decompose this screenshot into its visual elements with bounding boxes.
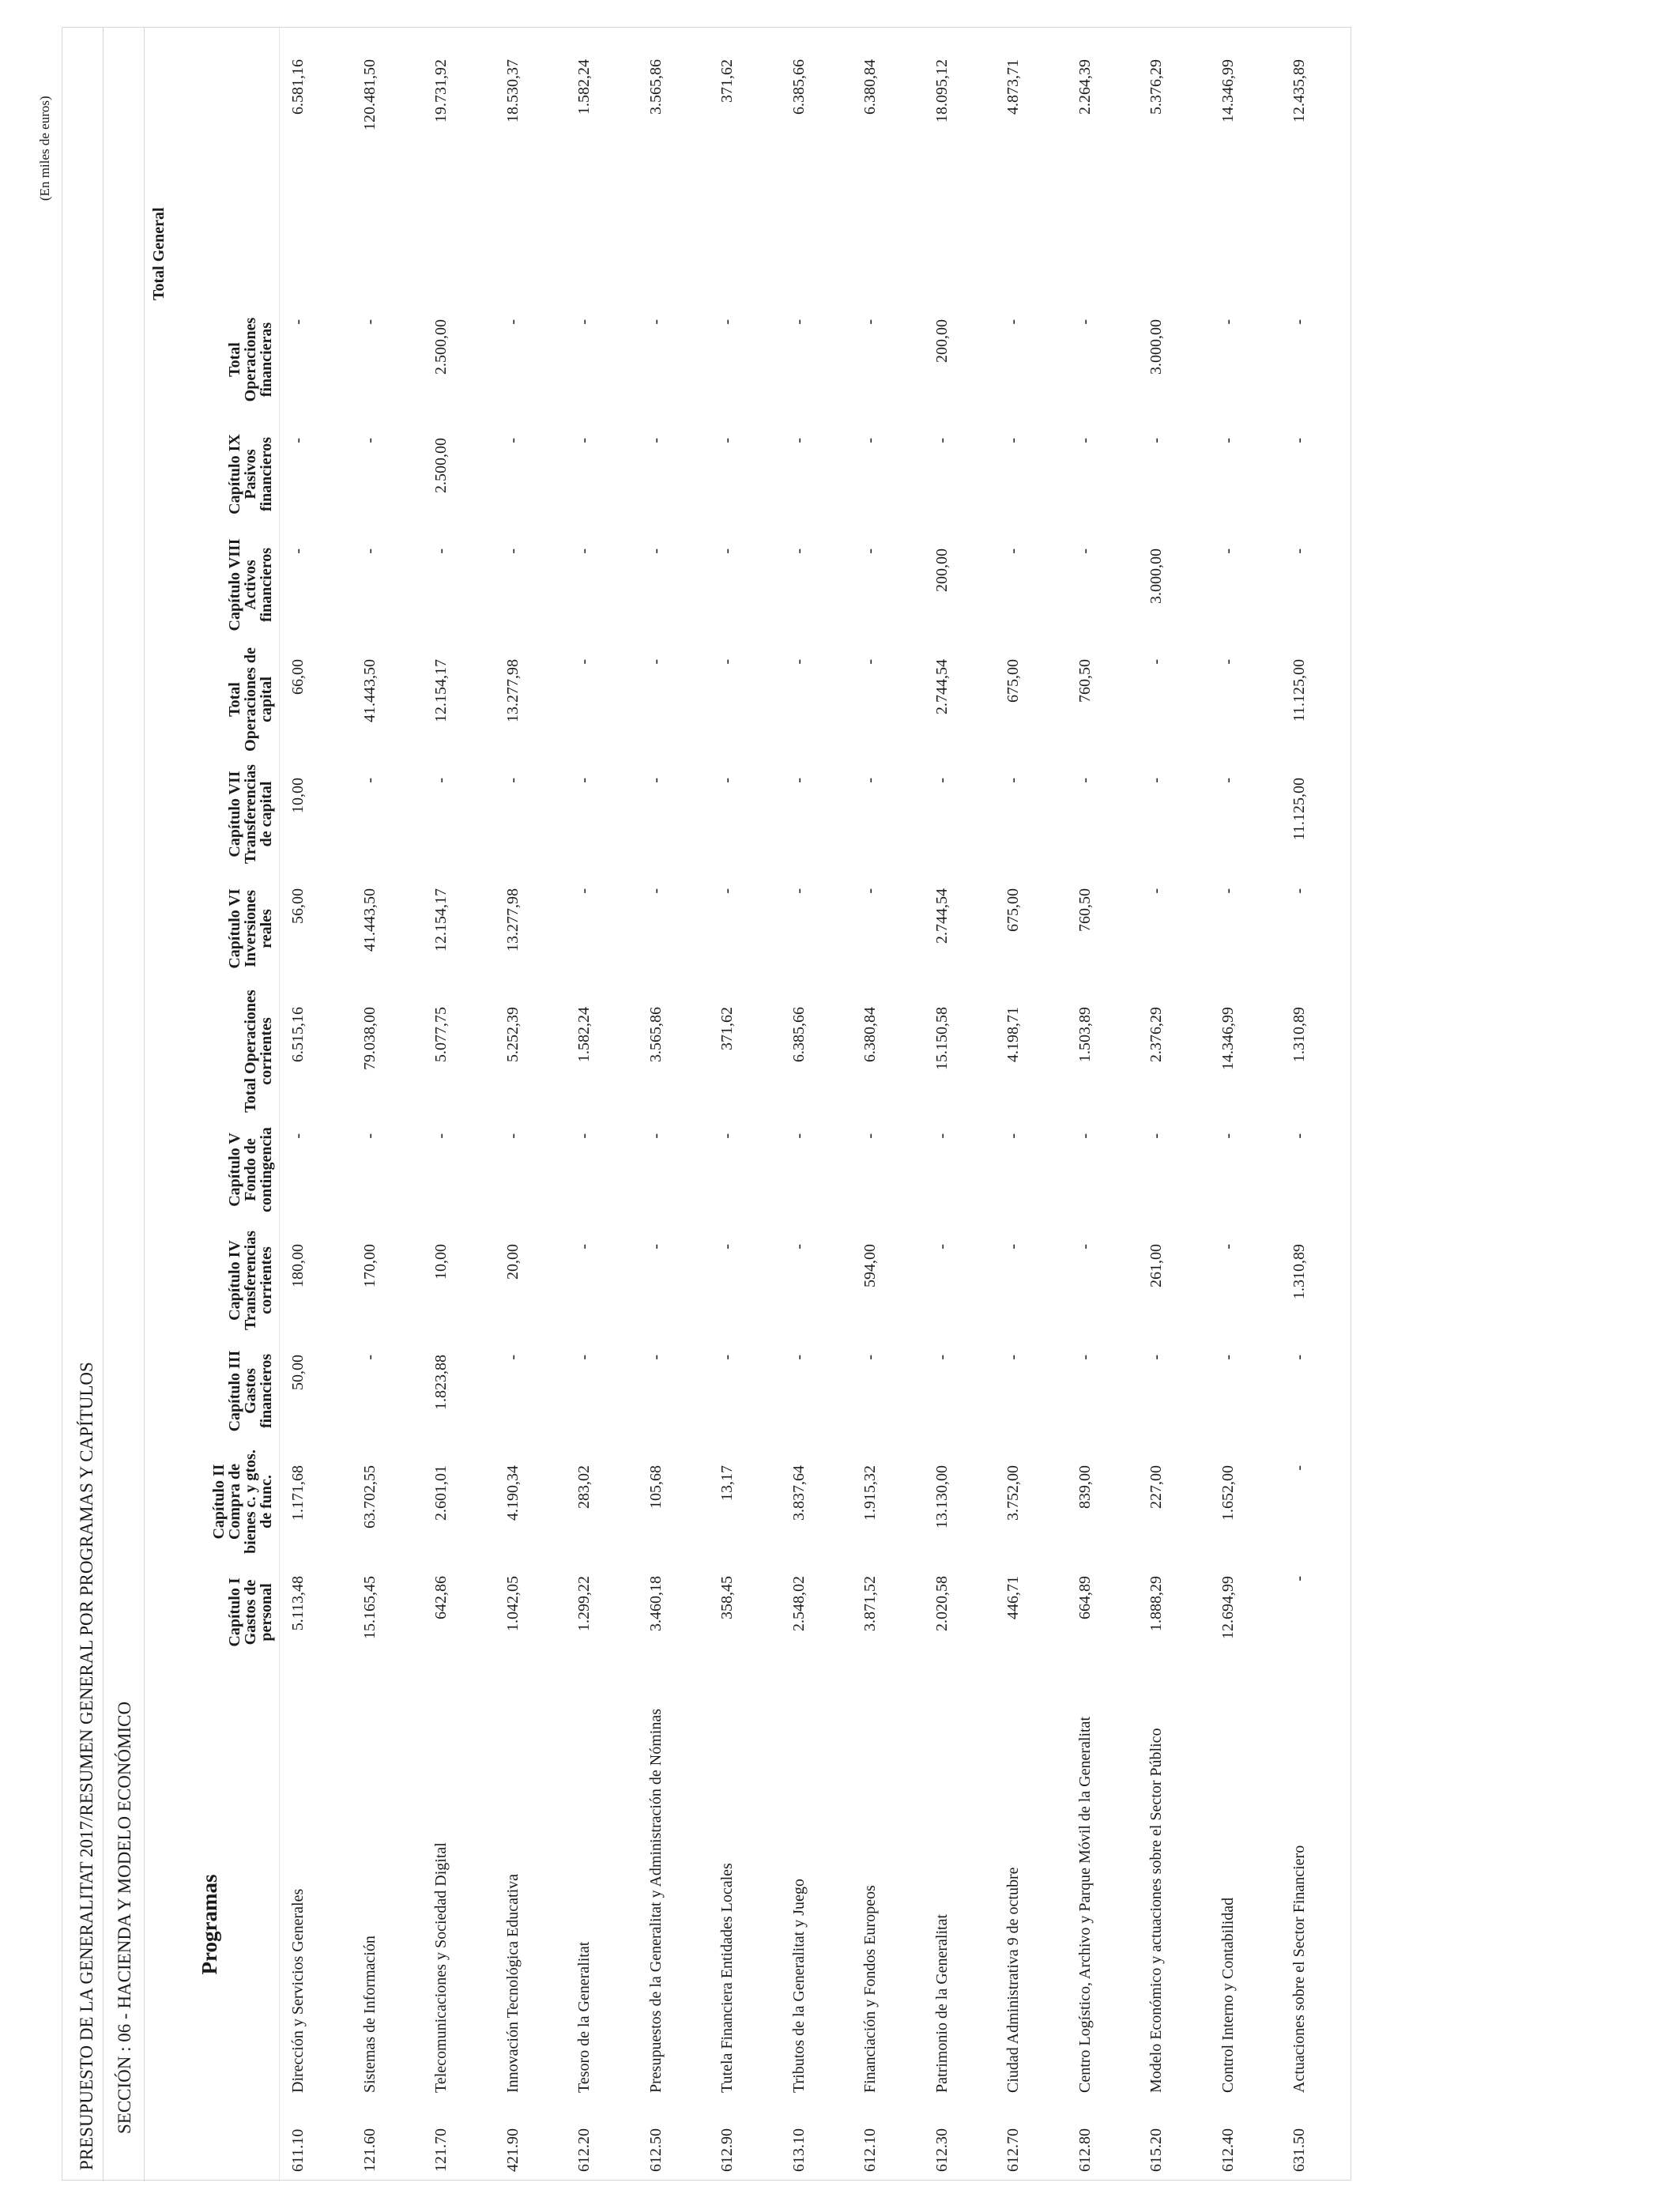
row-value: 4.198,71 [1004,1007,1022,1062]
row-value: - [646,659,665,665]
header-col-4: Capítulo IV Transferencias corrientes [226,1231,275,1330]
row-value: - [861,548,879,554]
row-value: - [1004,778,1022,783]
row-value: 1.042,05 [503,1576,522,1631]
row-value: - [1290,1576,1308,1581]
row-value: - [289,438,307,443]
row-value: 3.565,86 [646,59,665,115]
row-value: - [789,778,808,783]
row-value: - [789,659,808,665]
row-value: - [1219,548,1237,554]
header-col-7: Capítulo VI Inversiones reales [226,888,275,969]
row-value: - [718,888,736,894]
row-code: 612.70 [1004,2128,1022,2172]
row-value: - [503,548,522,554]
row-value: 180,00 [289,1244,307,1287]
row-value: - [789,1244,808,1250]
row-value: 283,02 [575,1465,593,1509]
row-value: - [575,1355,593,1360]
row-value: 5.077,75 [432,1007,450,1062]
row-program-name: Patrimonio de la Generalitat [932,1913,951,2093]
row-code: 612.30 [932,2128,951,2172]
row-code: 612.40 [1219,2128,1237,2172]
row-value: - [718,659,736,665]
row-value: - [861,659,879,665]
row-value: - [1004,438,1022,443]
row-value: - [1147,888,1165,894]
header-col-8: Capítulo VII Transferencias de capital [226,764,275,864]
row-value: 839,00 [1075,1465,1094,1509]
row-value: 2.601,01 [432,1465,450,1521]
row-code: 612.50 [646,2128,665,2172]
row-value: 79.038,00 [360,1007,379,1070]
row-value: - [503,1355,522,1360]
row-value: 675,00 [1004,659,1022,703]
row-value: 12.694,99 [1219,1576,1237,1639]
row-value: - [861,778,879,783]
row-value: 642,86 [432,1576,450,1619]
row-value: - [646,1355,665,1360]
row-value: 13.277,98 [503,659,522,722]
row-value: - [503,438,522,443]
row-value: 13.130,00 [932,1465,951,1529]
units-note: (En miles de euros) [37,96,52,201]
row-value: - [1004,319,1022,325]
row-value: - [1219,659,1237,665]
row-value: 12.154,17 [432,888,450,952]
row-value: - [861,319,879,325]
row-value: - [861,1355,879,1360]
row-value: - [789,1355,808,1360]
row-value: - [360,1133,379,1139]
header-col-2: Capítulo II Compra de bienes c. y gtos. de func. [210,1449,275,1554]
row-value: - [789,319,808,325]
row-value: - [1147,778,1165,783]
row-value: 20,00 [503,1244,522,1280]
row-value: 41.443,50 [360,659,379,722]
row-value: - [789,438,808,443]
row-value: - [1290,319,1308,325]
row-value: - [1147,1133,1165,1139]
row-value: 12.154,17 [432,659,450,722]
row-program-name: Sistemas de Información [360,1936,379,2093]
row-value: - [1219,319,1237,325]
row-value: - [360,548,379,554]
row-value: - [1004,1244,1022,1250]
row-value: - [932,438,951,443]
row-value: - [1075,438,1094,443]
row-value: 1.888,29 [1147,1576,1165,1631]
row-value: 675,00 [1004,888,1022,932]
row-value: 760,50 [1075,888,1094,932]
row-value: - [1075,1355,1094,1360]
row-value: 371,62 [718,1007,736,1050]
budget-table [145,28,1352,2181]
row-value: 6.385,66 [789,1007,808,1062]
row-value: - [1004,1355,1022,1360]
row-value: 18.095,12 [932,59,951,123]
row-value: - [575,1244,593,1250]
row-value: 200,00 [932,548,951,592]
row-value: 170,00 [360,1244,379,1287]
row-value: 594,00 [861,1244,879,1287]
row-value: - [360,319,379,325]
row-value: - [718,319,736,325]
row-value: - [1075,548,1094,554]
row-value: 1.582,24 [575,59,593,115]
row-value: - [646,438,665,443]
row-value: 41.443,50 [360,888,379,952]
row-value: - [932,1244,951,1250]
header-divider [279,28,280,2181]
row-value: - [789,888,808,894]
row-value: - [1219,1355,1237,1360]
row-value: 1.503,89 [1075,1007,1094,1062]
row-code: 631.50 [1290,2128,1308,2172]
row-value: - [718,778,736,783]
row-value: - [1075,1133,1094,1139]
row-value: - [575,438,593,443]
row-value: - [575,1133,593,1139]
header-col-6: Total Operaciones corrientes [242,990,275,1113]
row-value: 2.500,00 [432,319,450,375]
row-value: 14.346,99 [1219,1007,1237,1070]
row-value: 6.380,84 [861,59,879,115]
row-value: - [1075,778,1094,783]
row-value: 2.264,39 [1075,59,1094,115]
row-value: 5.113,48 [289,1576,307,1631]
row-value: 13,17 [718,1465,736,1501]
row-value: 261,00 [1147,1244,1165,1287]
row-value: 5.376,29 [1147,59,1165,115]
row-value: 5.252,39 [503,1007,522,1062]
row-value: 1.310,89 [1290,1007,1308,1062]
row-value: - [1219,1133,1237,1139]
row-value: - [575,778,593,783]
row-value: - [718,1244,736,1250]
row-program-name: Actuaciones sobre el Sector Financiero [1290,1845,1308,2093]
row-value: 358,45 [718,1576,736,1619]
row-value: 2.376,29 [1147,1007,1165,1062]
row-value: - [718,1133,736,1139]
row-value: 1.310,89 [1290,1244,1308,1299]
row-value: - [646,319,665,325]
row-value: - [1219,888,1237,894]
row-value: - [360,1355,379,1360]
row-value: 4.190,34 [503,1465,522,1521]
row-code: 612.20 [575,2128,593,2172]
row-code: 421.90 [503,2128,522,2172]
row-program-name: Presupuestos de la Generalitat y Administración de Nóminas [646,1708,665,2093]
header-programas: Programas [197,1874,221,1975]
row-value: 6.515,16 [289,1007,307,1062]
row-value: - [289,548,307,554]
row-value: - [1147,659,1165,665]
row-program-name: Telecomunicaciones y Sociedad Digital [432,1842,450,2093]
row-value: 3.565,86 [646,1007,665,1062]
row-value: - [789,1133,808,1139]
row-value: - [1290,548,1308,554]
header-col-11: Capítulo IX Pasivos financieros [226,434,275,515]
row-value: 11.125,00 [1290,778,1308,841]
row-value: 19.731,92 [432,59,450,123]
row-code: 612.10 [861,2128,879,2172]
row-value: - [1147,1355,1165,1360]
row-value: - [646,1133,665,1139]
row-value: - [789,548,808,554]
row-value: - [646,1244,665,1250]
row-value: - [289,319,307,325]
row-value: - [432,1133,450,1139]
row-value: - [575,659,593,665]
header-col-10: Capítulo VIII Activos financieros [226,538,275,631]
row-program-name: Modelo Económico y actuaciones sobre el Sector Público [1147,1728,1165,2093]
row-program-name: Control Interno y Contabilidad [1219,1897,1237,2093]
row-value: 2.548,02 [789,1576,808,1631]
row-value: - [1219,1244,1237,1250]
row-value: 120.481,50 [360,59,379,130]
row-value: - [1219,778,1237,783]
row-value: 664,89 [1075,1576,1094,1619]
row-value: 105,68 [646,1465,665,1509]
row-value: 15.165,45 [360,1576,379,1639]
row-value: 1.823,88 [432,1355,450,1410]
row-value: - [503,319,522,325]
row-value: - [718,438,736,443]
row-value: - [360,438,379,443]
section-row [104,28,145,2181]
row-value: 6.581,16 [289,59,307,115]
row-value: - [575,319,593,325]
row-value: 371,62 [718,59,736,103]
row-value: 2.744,54 [932,659,951,714]
header-col-9: Total Operaciones de capital [226,647,275,752]
row-value: 3.871,52 [861,1576,879,1631]
row-value: - [1290,438,1308,443]
row-value: - [1075,319,1094,325]
title-row [62,28,104,2181]
row-value: - [1290,1133,1308,1139]
row-value: 56,00 [289,888,307,924]
row-value: 2.500,00 [432,438,450,493]
row-program-name: Dirección y Servicios Generales [289,1888,307,2093]
row-value: 63.702,55 [360,1465,379,1529]
row-value: 3.837,64 [789,1465,808,1521]
header-col-3: Capítulo III Gastos financieros [226,1350,275,1432]
row-code: 121.70 [432,2128,450,2172]
row-program-name: Tesoro de la Generalitat [575,1941,593,2093]
row-code: 612.80 [1075,2128,1094,2172]
row-value: 6.385,66 [789,59,808,115]
row-value: - [861,1133,879,1139]
row-value: 3.460,18 [646,1576,665,1631]
row-code: 611.10 [289,2128,307,2172]
row-value: 1.299,22 [575,1576,593,1631]
row-value: 50,00 [289,1355,307,1390]
row-value: 15.150,58 [932,1007,951,1070]
row-value: - [360,778,379,783]
row-value: 1.582,24 [575,1007,593,1062]
row-value: 11.125,00 [1290,659,1308,722]
budget-sheet [62,27,1351,2181]
row-value: 12.435,89 [1290,59,1308,123]
row-value: 66,00 [289,659,307,695]
row-value: 2.020,58 [932,1576,951,1631]
row-value: - [932,778,951,783]
row-value: - [646,888,665,894]
row-value: 10,00 [432,1244,450,1280]
row-value: - [432,548,450,554]
row-value: - [1004,548,1022,554]
row-value: - [432,778,450,783]
row-value: - [503,778,522,783]
row-value: 1.915,32 [861,1465,879,1521]
row-value: - [1290,888,1308,894]
row-value: - [646,548,665,554]
header-col-5: Capítulo V Fondo de contingencia [226,1127,275,1212]
header-col-13: Total General [150,207,168,300]
row-value: - [575,548,593,554]
row-program-name: Tutela Financiera Entidades Locales [718,1863,736,2093]
row-value: - [861,438,879,443]
row-value: - [646,778,665,783]
row-code: 612.90 [718,2128,736,2172]
row-value: 13.277,98 [503,888,522,952]
row-value: - [289,1133,307,1139]
row-code: 121.60 [360,2128,379,2172]
row-value: 3.000,00 [1147,319,1165,375]
row-value: - [503,1133,522,1139]
row-code: 615.20 [1147,2128,1165,2172]
row-value: - [575,888,593,894]
row-value: - [932,1355,951,1360]
row-value: 200,00 [932,319,951,363]
row-value: - [861,888,879,894]
row-value: - [1219,438,1237,443]
page-title: PRESUPUESTO DE LA GENERALITAT 2017/RESUMEN GENERAL POR PROGRAMAS Y CAPÍTULOS [77,1362,96,2170]
row-value: - [1290,1355,1308,1360]
row-value: - [718,548,736,554]
row-value: 14.346,99 [1219,59,1237,123]
row-value: 2.744,54 [932,888,951,944]
section-label: SECCIÓN : 06 - HACIENDA Y MODELO ECONÓMICO [115,1701,134,2134]
header-col-12: Total Operaciones financieras [226,317,275,402]
row-value: - [718,1355,736,1360]
row-value: - [1147,438,1165,443]
row-program-name: Tributos de la Generalitat y Juego [789,1879,808,2093]
row-value: 1.171,68 [289,1465,307,1521]
row-value: 10,00 [289,778,307,813]
row-value: 1.652,00 [1219,1465,1237,1521]
row-value: 18.530,37 [503,59,522,123]
row-value: 760,50 [1075,659,1094,703]
row-value: 227,00 [1147,1465,1165,1509]
row-value: 3.752,00 [1004,1465,1022,1521]
row-program-name: Ciudad Administrativa 9 de octubre [1004,1867,1022,2093]
row-value: - [1004,1133,1022,1139]
row-value: 3.000,00 [1147,548,1165,604]
row-program-name: Centro Logístico, Archivo y Parque Móvil de la Generalitat [1075,1717,1094,2093]
row-program-name: Financiación y Fondos Europeos [861,1885,879,2093]
row-value: - [1075,1244,1094,1250]
rotated-page [62,28,1352,2181]
row-code: 613.10 [789,2128,808,2172]
row-value: - [1290,1465,1308,1471]
header-col-1: Capítulo I Gastos de personal [226,1578,275,1647]
row-value: - [932,1133,951,1139]
row-program-name: Innovación Tecnológica Educativa [503,1873,522,2093]
row-value: 6.380,84 [861,1007,879,1062]
row-value: 446,71 [1004,1576,1022,1619]
row-value: 4.873,71 [1004,59,1022,115]
